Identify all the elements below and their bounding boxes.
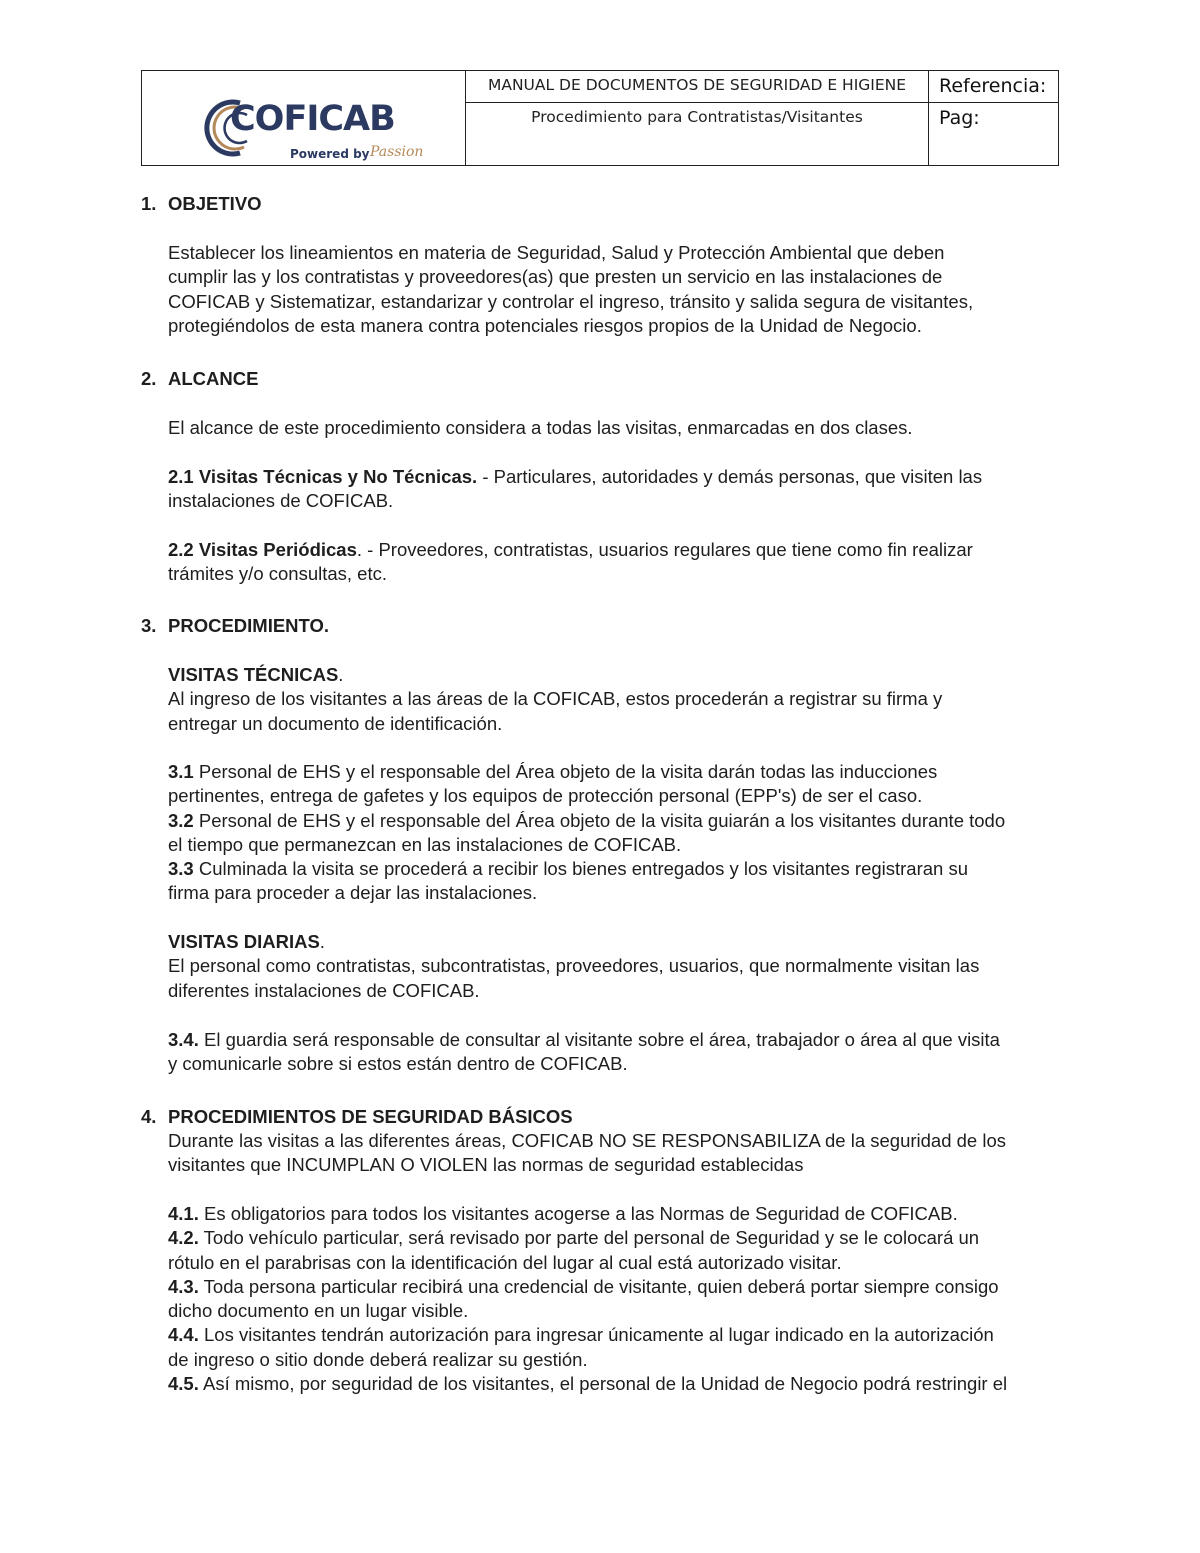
item-text: Personal de EHS y el responsable del Área objeto de la visita guiarán a los visitantes durante todo bbox=[193, 809, 1006, 831]
daily-visits-block bbox=[168, 930, 1063, 1003]
item-text: - Particulares, autoridades y demás personas, que visiten las bbox=[477, 466, 983, 487]
item-text: Culminada la visita se procederá a recibir los bienes entregados y los visitantes registraran su bbox=[193, 858, 969, 880]
paragraph-line: firma para proceder a dejar las instalaciones. bbox=[168, 882, 538, 904]
item-label: 4.4. bbox=[168, 1324, 199, 1346]
section-title: OBJETIVO bbox=[168, 193, 262, 214]
header-title-cell bbox=[466, 71, 929, 165]
item-label: 3.1 bbox=[168, 761, 194, 782]
paragraph-line: cumplir las y los contratistas y proveedores(as) que presten un servicio en las instalaciones de bbox=[168, 266, 943, 288]
item-text: Toda persona particular recibirá una credencial de visitante, quien deberá portar siempre consigo bbox=[198, 1275, 999, 1297]
item-label: 2.1 Visitas Técnicas y No Técnicas. bbox=[168, 466, 478, 487]
paragraph-line: El alcance de este procedimiento considera a todas las visitas, enmarcadas en dos clases. bbox=[168, 417, 913, 438]
paragraph-line: Establecer los lineamientos en materia de Seguridad, Salud y Protección Ambiental que deben bbox=[168, 242, 945, 263]
scope-intro bbox=[168, 416, 1063, 440]
item-label: 4.2. bbox=[168, 1227, 199, 1249]
item-text: Todo vehículo particular, será revisado por parte del personal de Seguridad y se le colocará un bbox=[198, 1227, 980, 1249]
paragraph-line: visitantes que INCUMPLAN O VIOLEN las normas de seguridad establecidas bbox=[168, 1154, 804, 1176]
section-title: PROCEDIMIENTO. bbox=[168, 615, 330, 636]
item-text: Personal de EHS y el responsable del Área objeto de la visita darán todas las inducciones bbox=[193, 761, 938, 782]
paragraph-line: y comunicarle sobre si estos están dentro de COFICAB. bbox=[168, 1053, 628, 1075]
procedure-title: Procedimiento para Contratistas/Visitantes bbox=[531, 108, 863, 126]
subsection-dot: . bbox=[319, 931, 325, 952]
document-header-table bbox=[141, 70, 1059, 166]
paragraph-line: el tiempo que permanezcan en las instalaciones de COFICAB. bbox=[168, 833, 682, 855]
header-ref-cell bbox=[929, 71, 1058, 165]
subsection-title: VISITAS TÉCNICAS bbox=[168, 664, 339, 685]
section-number: 4. bbox=[141, 1106, 157, 1127]
paragraph-line: COFICAB y Sistematizar, estandarizar y controlar el ingreso, tránsito y salida segura de visitantes, bbox=[168, 290, 974, 312]
paragraph-line: Al ingreso de los visitantes a las áreas de la COFICAB, estos procederán a registrar su firma y bbox=[168, 688, 943, 710]
logo-tagline-script: Passion bbox=[370, 144, 424, 160]
item-text: El guardia será responsable de consultar al visitante sobre el área, trabajador o área al que visita bbox=[198, 1029, 1000, 1050]
subsection-title: VISITAS DIARIAS bbox=[168, 931, 320, 952]
scope-item-2-2 bbox=[168, 538, 1063, 587]
paragraph-line: pertinentes, entrega de gafetes y los equipos de protección personal (EPP's) de ser el caso. bbox=[168, 785, 923, 807]
paragraph-line: rótulo en el parabrisas con la identificación del lugar al cual está autorizado visitar. bbox=[168, 1251, 842, 1273]
item-text: Es obligatorios para todos los visitantes acogerse a las Normas de Seguridad de COFICAB. bbox=[198, 1203, 958, 1224]
item-label: 2.2 Visitas Periódicas bbox=[168, 539, 357, 560]
item-text: . - Proveedores, contratistas, usuarios regulares que tiene como fin realizar bbox=[356, 539, 973, 560]
logo-wordmark: COFICAB bbox=[230, 99, 395, 139]
item-label: 4.3. bbox=[168, 1275, 199, 1297]
logo-cell bbox=[142, 71, 466, 165]
item-label: 4.1. bbox=[168, 1203, 199, 1224]
header-row-1 bbox=[466, 71, 928, 103]
item-label: 3.4. bbox=[168, 1029, 199, 1050]
section-title: PROCEDIMIENTOS DE SEGURIDAD BÁSICOS bbox=[168, 1106, 573, 1127]
page-label: Pag: bbox=[939, 107, 980, 129]
scope-item-2-1 bbox=[168, 465, 1063, 514]
section-number: 2. bbox=[141, 368, 157, 389]
section-number: 3. bbox=[141, 615, 157, 636]
item-label: 4.5. bbox=[168, 1373, 199, 1395]
header-row-1-right bbox=[929, 71, 1058, 103]
item-label: 3.2 bbox=[168, 809, 194, 831]
paragraph-line: Durante las visitas a las diferentes áreas, COFICAB NO SE RESPONSABILIZA de la seguridad de los bbox=[168, 1130, 1007, 1151]
objective-paragraph bbox=[168, 241, 1063, 338]
subsection-dot: . bbox=[338, 664, 344, 685]
paragraph-line: de ingreso o sitio donde deberá realizar su gestión. bbox=[168, 1348, 588, 1370]
paragraph-line: diferentes instalaciones de COFICAB. bbox=[168, 979, 480, 1001]
daily-visits-item bbox=[168, 1028, 1063, 1077]
paragraph-line: protegiéndolos de esta manera contra potenciales riesgos propios de la Unidad de Negocio. bbox=[168, 314, 922, 336]
technical-visits-items bbox=[168, 760, 1063, 906]
item-label: 3.3 bbox=[168, 858, 194, 880]
safety-intro bbox=[168, 1129, 1063, 1178]
reference-label: Referencia: bbox=[939, 75, 1047, 97]
paragraph-line: entregar un documento de identificación. bbox=[168, 712, 503, 734]
safety-items bbox=[168, 1202, 1063, 1396]
paragraph-line: El personal como contratistas, subcontratistas, proveedores, usuarios, que normalmente visitan las bbox=[168, 955, 980, 977]
logo-tagline-prefix: Powered by bbox=[290, 147, 370, 161]
technical-visits-block bbox=[168, 663, 1063, 736]
item-text: Así mismo, por seguridad de los visitantes, el personal de la Unidad de Negocio podrá restringir el bbox=[198, 1373, 1008, 1395]
paragraph-line: dicho documento en un lugar visible. bbox=[168, 1300, 469, 1322]
item-text: Los visitantes tendrán autorización para ingresar únicamente al lugar indicado en la autorización bbox=[198, 1324, 994, 1346]
section-title: ALCANCE bbox=[168, 368, 259, 389]
paragraph-line: trámites y/o consultas, etc. bbox=[168, 563, 388, 585]
manual-title: MANUAL DE DOCUMENTOS DE SEGURIDAD E HIGIENE bbox=[487, 76, 907, 94]
section-number: 1. bbox=[141, 193, 157, 214]
paragraph-line: instalaciones de COFICAB. bbox=[168, 490, 394, 512]
